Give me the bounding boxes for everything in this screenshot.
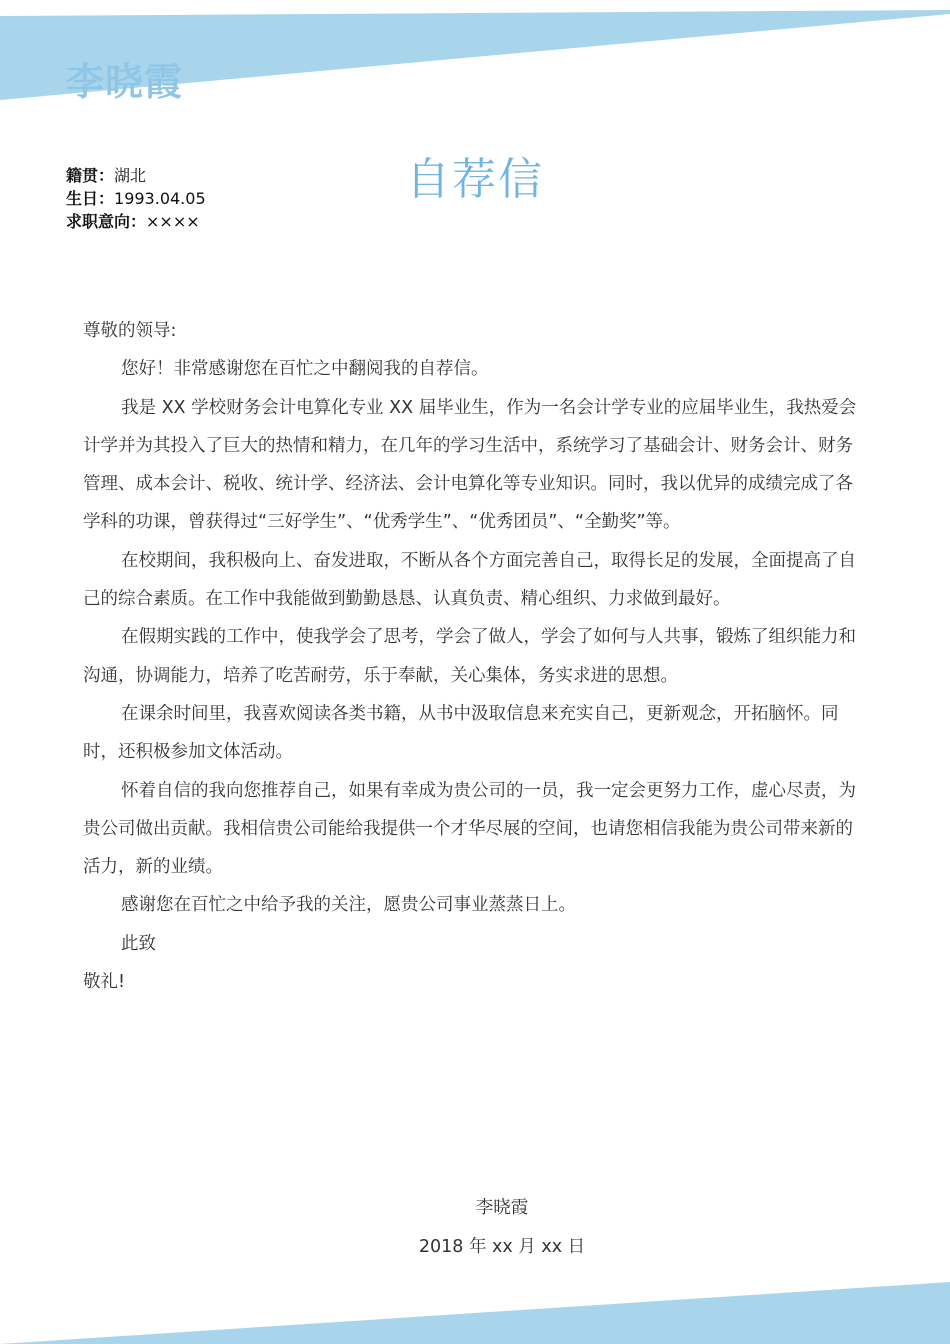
letter-body xyxy=(83,312,861,1001)
info-job-intention xyxy=(66,210,206,233)
info-value: ×××× xyxy=(146,212,200,231)
candidate-name: 李晓霞 xyxy=(66,60,184,104)
info-value: 1993.04.05 xyxy=(114,189,206,208)
info-label: 求职意向： xyxy=(66,212,147,231)
paragraph-background: 我是 XX 学校财务会计电算化专业 XX 届毕业生，作为一名会计学专业的应届毕业生，我热爱会计学并为其投入了巨大的热情和精力，在几年的学习生活中，系统学习了基础会计、财务会计、财务管理、成本会计、税收、统计学、经济法、会计电算化等专业知识。同时，我以优异的成绩完成了各学科的功课，曾获得过“三好学生”、“优秀学生”、“优秀团员”、“全勤奖”等。 xyxy=(83,397,857,533)
paragraph-practice: 在假期实践的工作中，使我学会了思考，学会了做人，学会了如何与人共事，锻炼了组织能力和沟通，协调能力，培养了吃苦耐劳，乐于奉献，关心集体，务实求进的思想。 xyxy=(83,627,856,686)
closing-line-2: 敬礼! xyxy=(83,972,126,993)
info-label: 籍贯： xyxy=(66,166,115,185)
paragraph-school: 在校期间，我积极向上、奋发进取，不断从各个方面完善自己，取得长足的发展，全面提高了自己的综合素质。在工作中我能做到勤勤恳恳、认真负责、精心组织、力求做到最好。 xyxy=(83,550,856,610)
footer-band-shape xyxy=(0,1282,950,1344)
document-title: 自荐信 xyxy=(406,154,544,205)
paragraph-thanks: 感谢您在百忙之中给予我的关注，愿贵公司事业蒸蒸日上。 xyxy=(121,895,576,916)
paragraph-hobbies: 在课余时间里，我喜欢阅读各类书籍，从书中汲取信息来充实自己，更新观念，开拓脑怀。同时，还积极参加文体活动。 xyxy=(83,703,839,763)
info-label: 生日： xyxy=(66,189,115,208)
info-value: 湖北 xyxy=(114,166,147,185)
greeting: 您好！非常感谢您在百忙之中翻阅我的自荐信。 xyxy=(121,359,489,380)
salutation: 尊敬的领导: xyxy=(83,321,177,341)
footer-decor-band xyxy=(0,1280,950,1344)
closing-line-1: 此致 xyxy=(121,933,156,954)
signature-date: 2018 年 xx 月 xx 日 xyxy=(418,1237,586,1257)
signature-name: 李晓霞 xyxy=(475,1198,529,1218)
paragraph-recommendation: 怀着自信的我向您推荐自己，如果有幸成为贵公司的一员，我一定会更努力工作，虚心尽责，为贵公司做出贡献。我相信贵公司能给我提供一个才华尽展的空间，也请您相信我能为贵公司带来新的活力，新的业绩。 xyxy=(83,780,856,878)
